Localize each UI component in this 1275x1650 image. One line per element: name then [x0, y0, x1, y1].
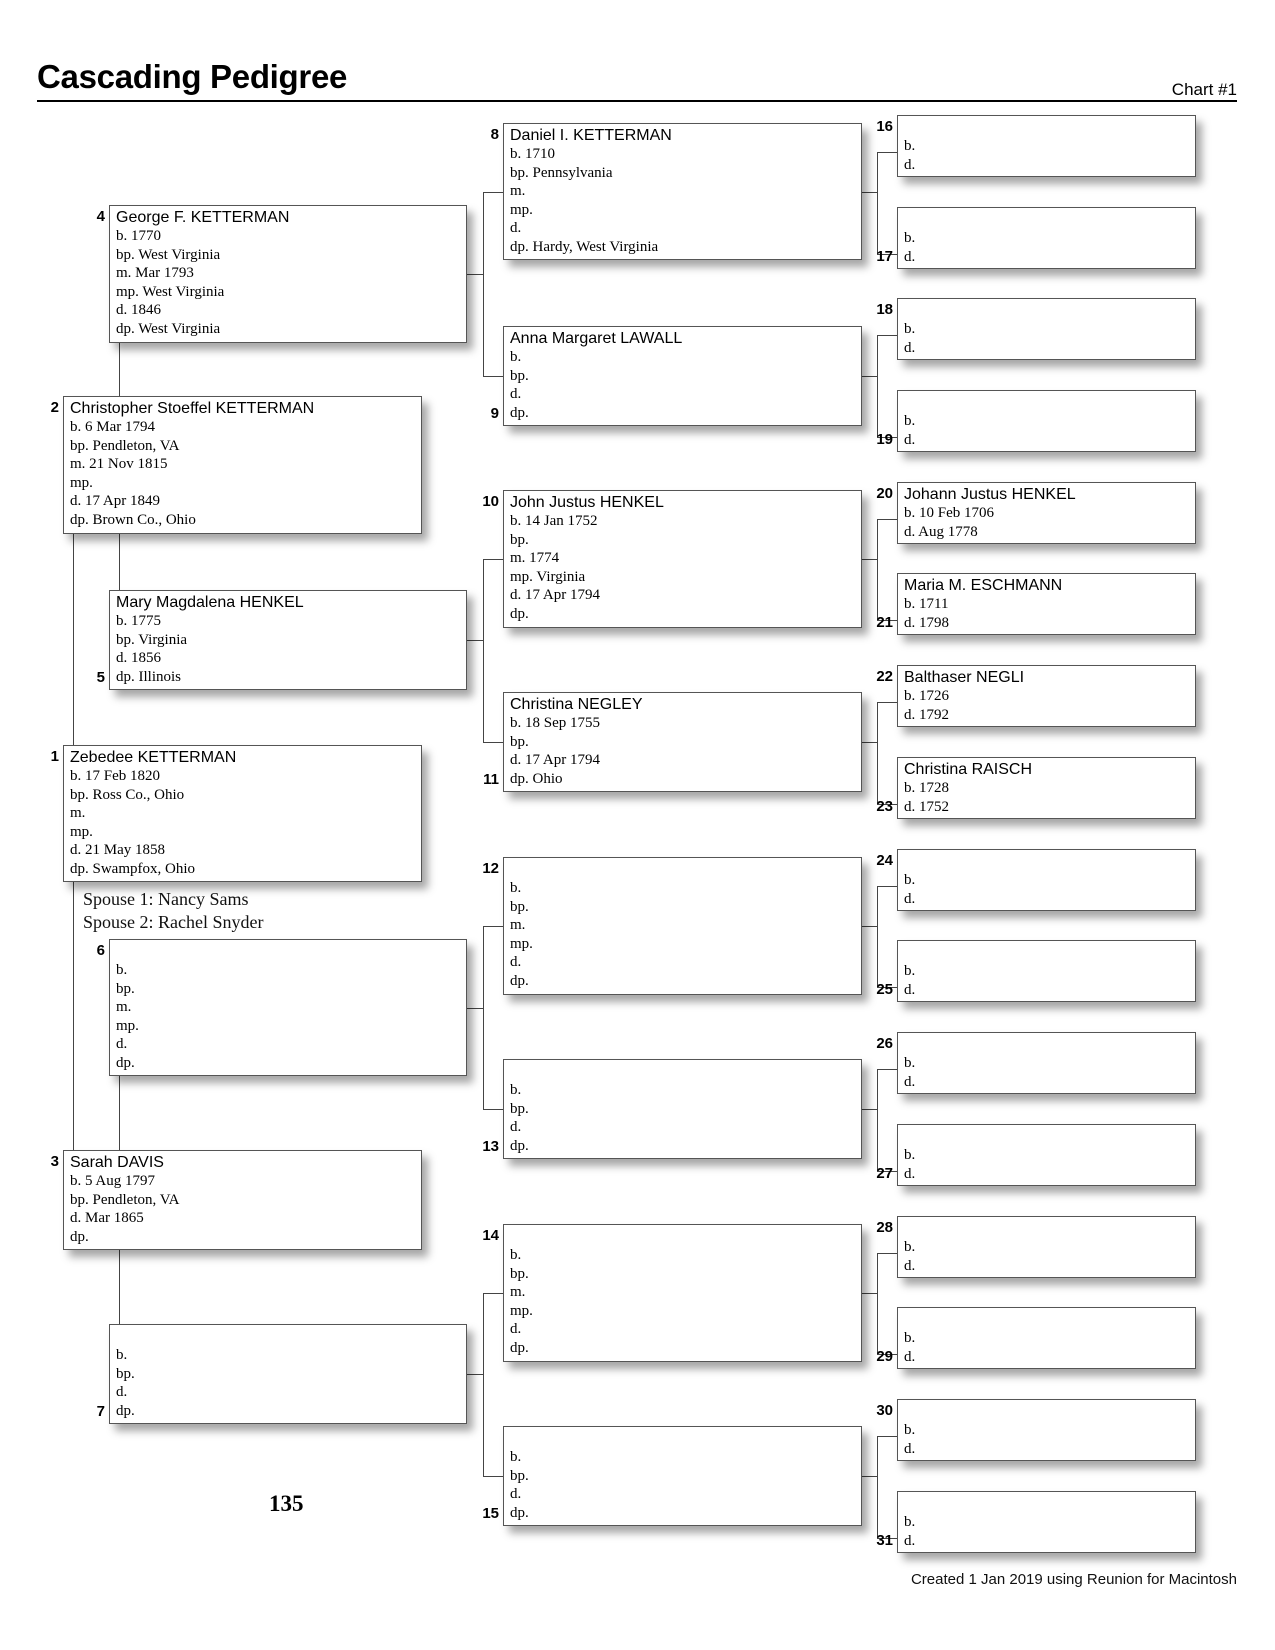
- person-detail: b.: [510, 1082, 522, 1098]
- person-name: [904, 1402, 1195, 1421]
- connector-line: [877, 152, 878, 254]
- ahnentafel-number: 19: [876, 431, 893, 448]
- person-detail: d.: [510, 220, 522, 237]
- connector-line: [877, 519, 897, 520]
- person-detail: d. 1752: [904, 798, 949, 815]
- person-detail: d.: [116, 1384, 128, 1401]
- person-detail: d.: [904, 1257, 916, 1274]
- ahnentafel-number: 27: [876, 1165, 893, 1182]
- person-box-29[interactable]: [897, 1307, 1196, 1369]
- person-detail: d.: [904, 156, 916, 173]
- person-name: [510, 1227, 861, 1246]
- person-box-8[interactable]: [503, 123, 862, 260]
- person-detail: bp. Pendleton, VA: [70, 437, 180, 454]
- connector-line: [877, 335, 878, 437]
- connector-line: [119, 1250, 120, 1324]
- ahnentafel-number: 1: [50, 748, 59, 765]
- connector-line: [483, 742, 503, 743]
- connector-line: [862, 1476, 877, 1477]
- person-box-17[interactable]: [897, 207, 1196, 269]
- ahnentafel-number: 23: [876, 798, 893, 815]
- person-detail: d.: [116, 1036, 128, 1053]
- person-name: Sarah DAVIS: [70, 1154, 164, 1171]
- connector-line: [483, 1293, 484, 1476]
- ahnentafel-number: 28: [876, 1219, 893, 1236]
- person-box-23[interactable]: [897, 757, 1196, 819]
- connector-line: [483, 1476, 503, 1477]
- connector-line: [119, 343, 120, 396]
- person-detail: m.: [510, 917, 526, 934]
- person-detail: b. 1728: [904, 780, 949, 796]
- ahnentafel-number: 8: [490, 126, 499, 143]
- person-detail: d.: [904, 1440, 916, 1457]
- person-detail: bp.: [116, 1365, 135, 1382]
- ahnentafel-number: 24: [876, 852, 893, 869]
- person-box-19[interactable]: [897, 390, 1196, 452]
- person-detail: d.: [904, 431, 916, 448]
- person-box-5[interactable]: [109, 590, 467, 690]
- ahnentafel-number: 6: [96, 942, 105, 959]
- connector-line: [467, 640, 483, 641]
- person-detail: d.: [904, 1073, 916, 1090]
- person-detail: d. 1792: [904, 706, 949, 723]
- person-detail: d.: [904, 248, 916, 265]
- person-box-26[interactable]: [897, 1032, 1196, 1094]
- connector-line: [877, 702, 878, 804]
- person-detail: dp. Illinois: [116, 668, 182, 685]
- person-detail: bp. Pendleton, VA: [70, 1191, 180, 1208]
- person-box-22[interactable]: [897, 665, 1196, 727]
- person-detail: b.: [510, 1247, 522, 1263]
- person-detail: b.: [904, 1330, 916, 1346]
- person-name: [904, 1127, 1195, 1146]
- person-detail: d.: [510, 1486, 522, 1503]
- person-detail: m. Mar 1793: [116, 265, 194, 282]
- person-box-16[interactable]: [897, 115, 1196, 177]
- connector-line: [73, 534, 74, 745]
- connector-line: [862, 192, 877, 193]
- connector-line: [877, 1069, 878, 1171]
- person-detail: b. 10 Feb 1706: [904, 505, 994, 521]
- person-detail: d. 17 Apr 1794: [510, 752, 600, 769]
- person-detail: dp.: [70, 1228, 89, 1245]
- person-detail: d.: [510, 1321, 522, 1338]
- ahnentafel-number: 31: [876, 1532, 893, 1549]
- person-detail: b. 18 Sep 1755: [510, 715, 600, 731]
- person-detail: b.: [904, 138, 916, 154]
- ahnentafel-number: 16: [876, 118, 893, 135]
- person-detail: d.: [904, 1532, 916, 1549]
- person-box-30[interactable]: [897, 1399, 1196, 1461]
- header-rule: [37, 100, 1237, 102]
- person-detail: d.: [904, 890, 916, 907]
- person-detail: d.: [904, 981, 916, 998]
- spouse-2: Spouse 2: Rachel Snyder: [83, 912, 264, 932]
- connector-line: [862, 376, 877, 377]
- person-box-18[interactable]: [897, 298, 1196, 360]
- page-title: Cascading Pedigree: [37, 58, 348, 95]
- person-detail: b.: [904, 963, 916, 979]
- ahnentafel-number: 5: [96, 669, 105, 686]
- person-detail: bp.: [510, 1467, 529, 1484]
- ahnentafel-number: 29: [876, 1348, 893, 1365]
- person-box-14[interactable]: [503, 1224, 862, 1362]
- footer-credit: Created 1 Jan 2019 using Reunion for Macintosh: [910, 1571, 1237, 1588]
- person-name: [904, 852, 1195, 871]
- person-name: [116, 1327, 466, 1346]
- person-detail: dp. West Virginia: [116, 320, 221, 337]
- connector-line: [483, 926, 503, 927]
- ahnentafel-number: 21: [876, 614, 893, 631]
- person-detail: b.: [116, 962, 128, 978]
- person-detail: dp. Ohio: [510, 770, 563, 787]
- ahnentafel-number: 17: [876, 248, 893, 265]
- person-detail: b. 1710: [510, 146, 555, 162]
- person-detail: m. 21 Nov 1815: [70, 456, 168, 473]
- person-detail: dp.: [510, 605, 529, 622]
- person-name: Anna Margaret LAWALL: [510, 330, 683, 347]
- person-detail: bp.: [510, 898, 529, 915]
- person-detail: d. 1798: [904, 614, 949, 631]
- connector-line: [877, 519, 878, 620]
- connector-line: [483, 1109, 503, 1110]
- person-detail: b. 5 Aug 1797: [70, 1173, 156, 1189]
- ahnentafel-number: 12: [482, 860, 499, 877]
- person-box-12[interactable]: [503, 857, 862, 995]
- person-detail: mp. West Virginia: [116, 283, 225, 300]
- person-detail: d.: [904, 1165, 916, 1182]
- person-box-28[interactable]: [897, 1216, 1196, 1278]
- connector-line: [877, 1253, 897, 1254]
- connector-line: [877, 702, 897, 703]
- person-detail: bp.: [510, 733, 529, 750]
- ahnentafel-number: 9: [490, 405, 499, 422]
- page-number: 135: [269, 1491, 304, 1516]
- person-detail: b.: [904, 1514, 916, 1530]
- person-detail: b.: [904, 321, 916, 337]
- chart-number: Chart #1: [1171, 80, 1237, 99]
- ahnentafel-number: 13: [482, 1138, 499, 1155]
- person-detail: b. 1726: [904, 688, 949, 704]
- person-name: John Justus HENKEL: [510, 494, 664, 511]
- person-detail: m.: [510, 1284, 526, 1301]
- person-detail: dp.: [510, 972, 529, 989]
- person-detail: b. 1770: [116, 228, 161, 244]
- person-detail: mp.: [510, 935, 533, 952]
- person-box-21[interactable]: [897, 573, 1196, 635]
- person-detail: bp.: [510, 367, 529, 384]
- ahnentafel-number: 11: [483, 771, 499, 788]
- connector-line: [862, 926, 877, 927]
- connector-line: [862, 1109, 877, 1110]
- connector-line: [467, 1374, 483, 1375]
- person-detail: mp.: [116, 1017, 139, 1034]
- person-detail: b.: [510, 880, 522, 896]
- person-detail: mp.: [510, 201, 533, 218]
- person-name: [116, 942, 466, 961]
- person-name: Maria M. ESCHMANN: [904, 577, 1063, 594]
- connector-line: [862, 559, 877, 560]
- person-detail: m. 1774: [510, 550, 560, 567]
- person-detail: b. 1711: [904, 596, 949, 612]
- ahnentafel-number: 26: [876, 1035, 893, 1052]
- person-detail: b. 1775: [116, 613, 161, 629]
- person-detail: m.: [70, 805, 86, 822]
- person-detail: dp. Hardy, West Virginia: [510, 238, 659, 255]
- connector-line: [877, 1436, 878, 1538]
- ahnentafel-number: 20: [876, 485, 893, 502]
- person-name: [510, 860, 861, 879]
- person-box-25[interactable]: [897, 940, 1196, 1002]
- person-box-13[interactable]: [503, 1059, 862, 1159]
- connector-line: [877, 1436, 897, 1437]
- person-name: [904, 393, 1195, 412]
- person-box-27[interactable]: [897, 1124, 1196, 1186]
- connector-line: [862, 742, 877, 743]
- person-detail: b.: [510, 1449, 522, 1465]
- ahnentafel-number: 2: [50, 399, 59, 416]
- person-detail: bp. West Virginia: [116, 246, 221, 263]
- person-name: Christina NEGLEY: [510, 696, 643, 713]
- person-detail: b. 6 Mar 1794: [70, 419, 155, 435]
- connector-line: [467, 274, 483, 275]
- person-detail: b.: [904, 1422, 916, 1438]
- person-detail: mp.: [510, 1302, 533, 1319]
- connector-line: [483, 926, 484, 1109]
- person-detail: d. 1856: [116, 650, 161, 667]
- person-name: Zebedee KETTERMAN: [70, 749, 237, 766]
- person-detail: d.: [904, 1348, 916, 1365]
- connector-line: [73, 882, 74, 1150]
- person-box-31[interactable]: [897, 1491, 1196, 1553]
- person-detail: d.: [510, 386, 522, 403]
- person-detail: b. 14 Jan 1752: [510, 513, 598, 529]
- connector-line: [877, 886, 897, 887]
- person-box-20[interactable]: [897, 482, 1196, 544]
- person-name: [904, 118, 1195, 137]
- person-box-1[interactable]: [63, 745, 422, 882]
- person-name: [904, 210, 1195, 229]
- person-name: Christina RAISCH: [904, 761, 1033, 778]
- person-detail: b.: [904, 413, 916, 429]
- person-name: [904, 943, 1195, 962]
- connector-line: [862, 1293, 877, 1294]
- person-detail: dp. Brown Co., Ohio: [70, 511, 196, 528]
- person-detail: bp.: [116, 980, 135, 997]
- person-name: [510, 1062, 861, 1081]
- person-name: Christopher Stoeffel KETTERMAN: [70, 400, 315, 417]
- ahnentafel-number: 3: [50, 1153, 59, 1170]
- person-detail: bp. Ross Co., Ohio: [70, 786, 185, 803]
- ahnentafel-number: 18: [876, 301, 893, 318]
- person-detail: dp.: [510, 1504, 529, 1521]
- person-box-2[interactable]: [63, 396, 422, 534]
- person-detail: b. 17 Feb 1820: [70, 768, 160, 784]
- person-detail: d. 21 May 1858: [70, 842, 165, 859]
- person-detail: b.: [904, 230, 916, 246]
- person-detail: b.: [904, 872, 916, 888]
- person-name: Balthaser NEGLI: [904, 669, 1025, 686]
- person-detail: mp.: [70, 474, 93, 491]
- person-name: [904, 1494, 1195, 1513]
- connector-line: [467, 1008, 483, 1009]
- person-detail: d. Mar 1865: [70, 1210, 144, 1227]
- connector-line: [483, 192, 484, 376]
- person-detail: bp. Pennsylvania: [510, 164, 613, 181]
- person-name: [904, 1219, 1195, 1238]
- person-name: [904, 1035, 1195, 1054]
- person-detail: d. 17 Apr 1849: [70, 493, 160, 510]
- person-detail: dp. Swampfox, Ohio: [70, 860, 195, 877]
- person-detail: b.: [510, 349, 522, 365]
- person-box-15[interactable]: [503, 1426, 862, 1526]
- connector-line: [483, 192, 503, 193]
- connector-line: [877, 335, 897, 336]
- person-detail: d. Aug 1778: [904, 523, 978, 540]
- person-detail: b.: [904, 1239, 916, 1255]
- connector-line: [877, 152, 897, 153]
- person-detail: bp.: [510, 1100, 529, 1117]
- ahnentafel-number: 30: [876, 1402, 893, 1419]
- ahnentafel-number: 14: [482, 1227, 499, 1244]
- person-detail: dp.: [116, 1402, 135, 1419]
- person-name: [904, 301, 1195, 320]
- person-box-24[interactable]: [897, 849, 1196, 911]
- person-name: Daniel I. KETTERMAN: [510, 127, 672, 144]
- person-box-7[interactable]: [109, 1324, 467, 1424]
- ahnentafel-number: 15: [482, 1505, 499, 1522]
- connector-line: [483, 1293, 503, 1294]
- person-box-10[interactable]: [503, 490, 862, 628]
- person-box-4[interactable]: [109, 205, 467, 343]
- person-detail: d. 1846: [116, 302, 161, 319]
- ahnentafel-number: 25: [876, 981, 893, 998]
- person-detail: d. 17 Apr 1794: [510, 587, 600, 604]
- person-detail: bp.: [510, 1265, 529, 1282]
- connector-line: [483, 376, 503, 377]
- person-name: [510, 1429, 861, 1448]
- connector-line: [877, 1253, 878, 1354]
- connector-line: [877, 886, 878, 987]
- person-detail: dp.: [510, 404, 529, 421]
- person-detail: b.: [904, 1147, 916, 1163]
- person-box-6[interactable]: [109, 939, 467, 1076]
- person-detail: bp.: [510, 531, 529, 548]
- person-detail: dp.: [510, 1137, 529, 1154]
- ahnentafel-number: 7: [96, 1403, 105, 1420]
- person-detail: d.: [510, 954, 522, 971]
- connector-line: [119, 534, 120, 590]
- ahnentafel-number: 4: [96, 208, 105, 225]
- person-box-11[interactable]: [503, 692, 862, 792]
- person-box-3[interactable]: [63, 1150, 422, 1250]
- person-detail: b.: [904, 1055, 916, 1071]
- person-detail: mp.: [70, 823, 93, 840]
- connector-line: [119, 1076, 120, 1150]
- connector-line: [877, 1069, 897, 1070]
- person-detail: d.: [904, 339, 916, 356]
- person-name: Johann Justus HENKEL: [904, 486, 1076, 503]
- person-detail: mp. Virginia: [510, 568, 586, 585]
- ahnentafel-number: 22: [876, 668, 893, 685]
- person-detail: m.: [116, 999, 132, 1016]
- person-detail: dp.: [116, 1054, 135, 1071]
- person-detail: b.: [116, 1347, 128, 1363]
- person-name: George F. KETTERMAN: [116, 209, 290, 226]
- spouse-1: Spouse 1: Nancy Sams: [83, 889, 249, 909]
- person-detail: dp.: [510, 1339, 529, 1356]
- connector-line: [483, 559, 484, 742]
- person-name: [904, 1310, 1195, 1329]
- person-detail: bp. Virginia: [116, 631, 188, 648]
- person-name: Mary Magdalena HENKEL: [116, 594, 304, 611]
- ahnentafel-number: 10: [482, 493, 499, 510]
- person-detail: m.: [510, 183, 526, 200]
- person-detail: d.: [510, 1119, 522, 1136]
- connector-line: [483, 559, 503, 560]
- person-box-9[interactable]: [503, 326, 862, 426]
